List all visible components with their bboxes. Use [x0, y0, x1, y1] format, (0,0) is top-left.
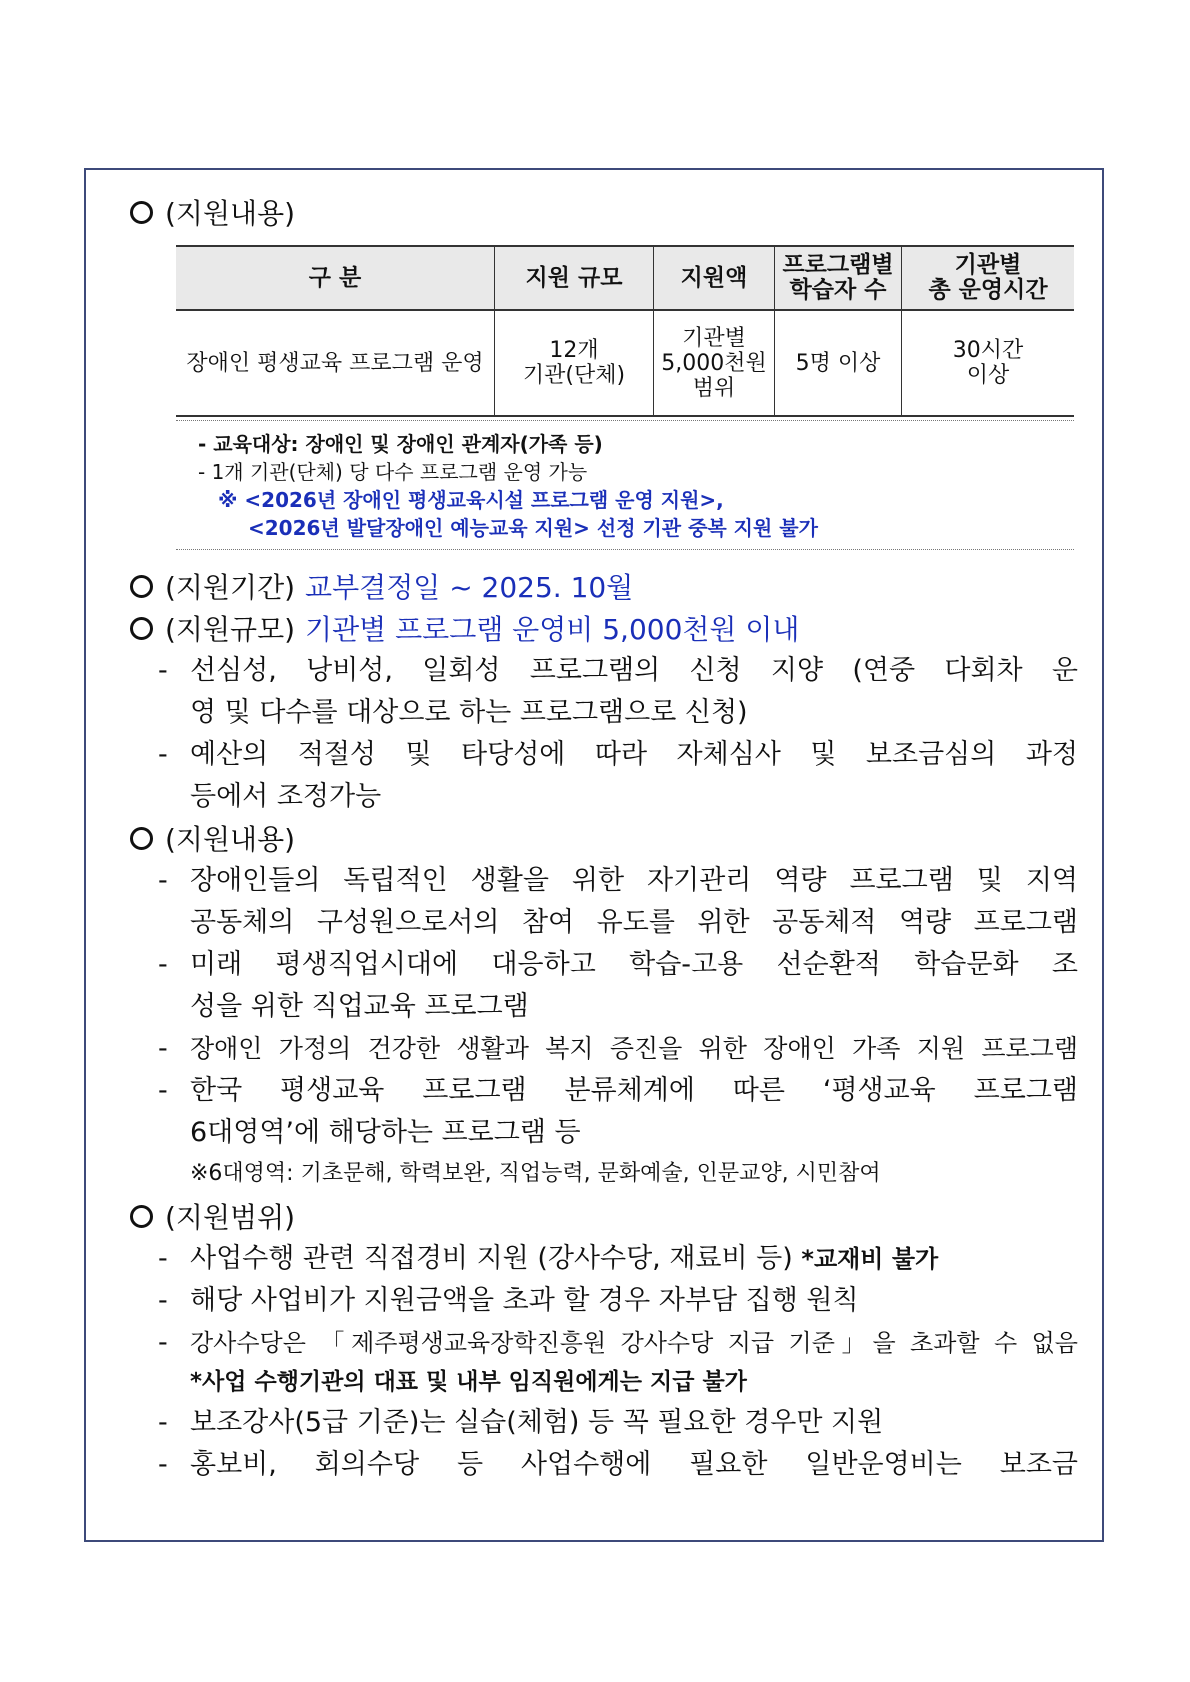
table-cell-category: 장애인 평생교육 프로그램 운영	[176, 310, 495, 416]
note-multi-program: - 1개 기관(단체) 당 다수 프로그램 운영 가능	[198, 460, 588, 484]
table-cell-learners: 5명 이상	[775, 310, 902, 416]
note-duplicate-1: ※ <2026년 장애인 평생교육시설 프로그램 운영 지원>,	[218, 488, 724, 512]
section-support-period	[130, 570, 633, 606]
table-header-hours: 기관별 총 운영시간	[902, 246, 1075, 310]
circle-bullet-icon	[130, 827, 153, 850]
scale-label: (지원규모)	[165, 613, 296, 646]
section-support-content-header	[130, 196, 295, 232]
circle-bullet-icon	[130, 575, 153, 598]
circle-bullet-icon	[130, 201, 153, 224]
circle-bullet-icon	[130, 1205, 153, 1228]
section-support-range	[130, 1200, 295, 1236]
table-header-row	[176, 246, 1074, 310]
table-cell-scale: 12개 기관(단체)	[495, 310, 654, 416]
six-areas-note: ※6대영역: 기초문해, 학력보완, 직업능력, 문화예술, 인문교양, 시민참여	[190, 1161, 881, 1186]
period-label: (지원기간)	[165, 571, 296, 604]
table-header-amount: 지원액	[654, 246, 775, 310]
no-textbook-note: *교재비 불가	[801, 1245, 939, 1273]
note-duplicate-2: <2026년 발달장애인 예능교육 지원> 선정 기관 중복 지원 불가	[248, 516, 818, 540]
circle-bullet-icon	[130, 617, 153, 640]
table-header-category: 구 분	[176, 246, 495, 310]
table-header-learners: 프로그램별 학습자 수	[775, 246, 902, 310]
period-value: 교부결정일 ~ 2025. 10월	[305, 571, 634, 604]
section-title: (지원내용)	[165, 197, 296, 230]
note-education-target: - 교육대상: 장애인 및 장애인 관계자(가족 등)	[198, 432, 603, 456]
instructor-fee-note: *사업 수행기관의 대표 및 내부 임직원에게는 지급 불가	[190, 1369, 747, 1395]
table-cell-amount: 기관별 5,000천원 범위	[654, 310, 775, 416]
scale-value: 기관별 프로그램 운영비 5,000천원 이내	[305, 613, 800, 646]
content-label: (지원내용)	[165, 823, 296, 856]
table-cell-hours: 30시간 이상	[902, 310, 1075, 416]
table-row	[176, 310, 1074, 416]
support-table	[176, 245, 1074, 417]
section-support-content	[130, 822, 295, 858]
range-label: (지원범위)	[165, 1201, 296, 1234]
table-header-scale: 지원 규모	[495, 246, 654, 310]
section-support-scale	[130, 612, 799, 648]
